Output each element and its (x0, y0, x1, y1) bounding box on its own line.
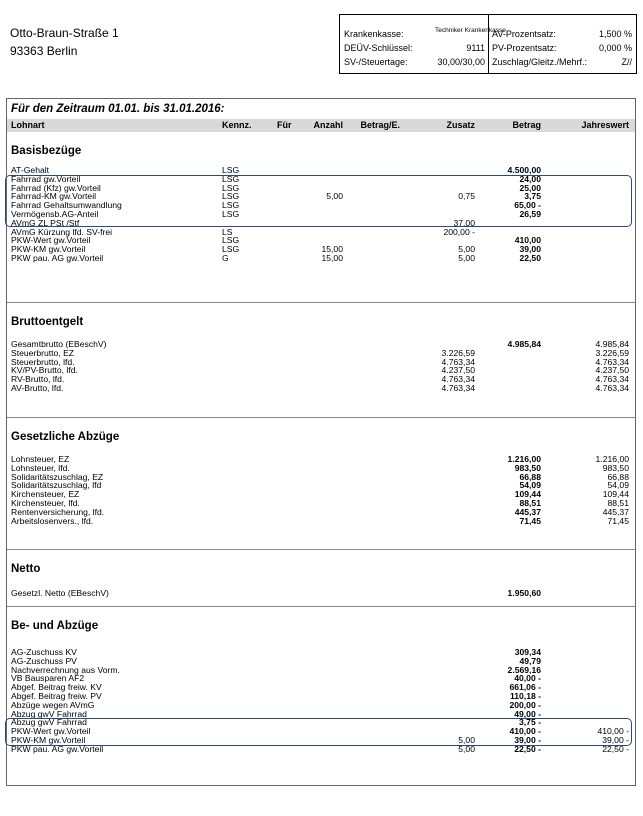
jahreswert-cell: 4.763,34 (595, 374, 629, 385)
betrag-cell: 4.500,00 (507, 165, 541, 175)
zusatz-cell: 0,75 (458, 191, 475, 202)
col-betrag-e: Betrag/E. (360, 120, 400, 130)
kennz-cell: LS (222, 226, 233, 237)
header-row (340, 41, 636, 55)
lohnart-cell: Steuerbrutto, EZ (11, 347, 75, 358)
header-value: 30,00/30,00 (437, 57, 485, 67)
column-header (7, 119, 635, 132)
table-row (7, 340, 635, 349)
lohnart-cell: Abzug gwV Fahrrad (11, 708, 87, 719)
zusatz-cell: 4.237,50 (441, 365, 475, 376)
betrag-cell: 88,51 (519, 498, 541, 508)
anzahl-cell: 15,00 (321, 244, 343, 255)
jahreswert-cell: 1.216,00 (595, 454, 629, 464)
betrag-cell: 2.569,16 (507, 664, 541, 675)
betrag-cell: 983,50 (514, 462, 541, 473)
lohnart-cell: Nachverrechnung aus Vorm. (11, 664, 120, 675)
highlight-fahrrad-abzuege (5, 718, 632, 746)
lohnart-cell: Fahrrad-KM gw.Vorteil (11, 191, 97, 202)
lohnart-cell: Fahrrad (Kfz) gw.Vorteil (11, 182, 101, 193)
kennz-cell: LSG (222, 173, 240, 184)
zusatz-cell: 4.763,34 (441, 383, 475, 393)
jahreswert-cell: 4.985,84 (595, 339, 629, 349)
zusatz-cell: 4.763,34 (441, 356, 475, 367)
section-title: Be- und Abzüge (11, 620, 99, 632)
jahreswert-cell: 4.237,50 (595, 365, 629, 376)
col-anzahl: Anzahl (313, 120, 343, 130)
zusatz-cell: 200,00 - (443, 226, 475, 237)
table-row (7, 375, 635, 384)
period-title: Für den Zeitraum 01.01. bis 31.01.2016: (11, 103, 225, 115)
betrag-cell: 26,59 (519, 209, 541, 219)
lohnart-cell: Gesetzl. Netto (EBeschV) (11, 588, 109, 598)
lohnart-cell: Abgef. Beitrag freiw. PV (11, 691, 102, 701)
betrag-cell: 71,45 (519, 515, 541, 526)
address-street: Otto-Braun-Straße 1 (10, 26, 119, 40)
betrag-cell: 22,50 (519, 253, 541, 263)
betrag-cell: 66,88 (519, 471, 541, 482)
col-jahreswert: Jahreswert (581, 120, 629, 130)
betrag-cell: 410,00 - (509, 726, 541, 737)
header-row (340, 27, 636, 41)
lohnart-cell: Abzüge wegen AVmG (11, 699, 95, 710)
betrag-cell: 40,00 - (514, 673, 541, 684)
betrag-cell: 110,18 - (509, 691, 541, 701)
jahreswert-cell: 109,44 (602, 489, 629, 500)
jahreswert-cell: 3.226,59 (595, 347, 629, 358)
betrag-cell: 39,00 (519, 244, 541, 255)
anzahl-cell: 15,00 (321, 253, 343, 263)
section-title: Basisbezüge (11, 145, 82, 157)
col-lohnart: Lohnart (11, 120, 45, 130)
jahreswert-cell: 983,50 (602, 462, 629, 473)
betrag-cell: 3,75 - (519, 717, 541, 728)
lohnart-cell: AG-Zuschuss PV (11, 655, 77, 666)
section-title: Netto (11, 563, 41, 575)
betrag-cell: 200,00 - (509, 699, 541, 710)
lohnart-cell: Fahrrad Gehaltsumwandlung (11, 200, 122, 211)
table-row (7, 366, 635, 375)
header-label: SV-/Steuertage: (344, 57, 408, 67)
header-info-box (339, 14, 637, 74)
lohnart-cell: AVmG ZL PSt /Stf (11, 217, 80, 228)
betrag-cell: 24,00 (519, 173, 541, 184)
jahreswert-cell: 4.763,34 (595, 356, 629, 367)
jahreswert-cell: 22,50 - (602, 743, 629, 754)
section-title: Gesetzliche Abzüge (11, 431, 120, 443)
betrag-cell: 4.985,84 (507, 339, 541, 349)
lohnart-cell: PKW pau. AG gw.Vorteil (11, 253, 104, 263)
betrag-cell: 1.950,60 (507, 588, 541, 598)
lohnart-cell: PKW-KM gw.Vorteil (11, 244, 86, 255)
address-city: 93363 Berlin (10, 44, 78, 58)
zusatz-cell: 5,00 (458, 743, 475, 754)
betrag-cell: 661,06 - (509, 682, 541, 693)
betrag-cell: 39,00 - (514, 735, 541, 745)
betrag-cell: 410,00 (514, 235, 541, 246)
zusatz-cell: 4.763,34 (441, 374, 475, 385)
betrag-cell: 1.216,00 (507, 454, 541, 464)
betrag-cell: 49,79 (519, 655, 541, 666)
lohnart-cell: KV/PV-Brutto, lfd. (11, 365, 78, 376)
col-fuer: Für (277, 120, 292, 130)
lohnart-cell: PKW pau. AG gw.Vorteil (11, 743, 104, 754)
betrag-cell: 49,00 - (514, 708, 541, 719)
anzahl-cell: 5,00 (326, 191, 343, 202)
betrag-cell: 54,09 (519, 480, 541, 491)
header-label: DEÜV-Schlüssel: (344, 43, 413, 53)
table-row (7, 384, 635, 393)
col-zusatz: Zusatz (446, 120, 475, 130)
lohnart-cell: AT-Gehalt (11, 165, 50, 175)
kennz-cell: LSG (222, 165, 240, 175)
lohnart-cell: Lohnsteuer, EZ (11, 454, 70, 464)
header-label: AV-Prozentsatz: (492, 29, 556, 39)
header-row (340, 55, 636, 69)
table-row (7, 254, 635, 263)
lohnart-cell: RV-Brutto, lfd. (11, 374, 65, 385)
table-row (7, 745, 635, 754)
header-label: Zuschlag/Gleitz./Mehrf.: (492, 57, 588, 67)
betrag-cell: 65,00 - (514, 200, 541, 211)
kennz-cell: LSG (222, 244, 240, 255)
kennz-cell: LSG (222, 235, 240, 246)
lohnart-cell: Steuerbrutto, lfd. (11, 356, 75, 367)
lohnart-cell: Abzug gwV Fahrrad (11, 717, 87, 728)
lohnart-cell: PKW-KM gw.Vorteil (11, 735, 86, 745)
zusatz-cell: 5,00 (458, 244, 475, 255)
table-row (7, 349, 635, 358)
jahreswert-cell: 445,37 (602, 506, 629, 517)
jahreswert-cell: 4.763,34 (595, 383, 629, 393)
lohnart-cell: Rentenversicherung, lfd. (11, 506, 105, 517)
betrag-cell: 445,37 (514, 506, 541, 517)
lohnart-cell: Kirchensteuer, EZ (11, 489, 80, 500)
table-row (7, 589, 635, 598)
betrag-cell: 22,50 - (514, 743, 541, 754)
zusatz-cell: 5,00 (458, 735, 475, 745)
kennz-cell: LSG (222, 191, 240, 202)
lohnart-cell: Arbeitslosenvers., lfd. (11, 515, 94, 526)
zusatz-cell: 37,00 (453, 217, 475, 228)
lohnart-cell: Abgef. Beitrag freiw. KV (11, 682, 102, 693)
lohnart-cell: AV-Brutto, lfd. (11, 383, 64, 393)
lohnart-cell: PKW-Wert gw.Vorteil (11, 235, 91, 246)
col-betrag: Betrag (512, 120, 541, 130)
header-value: 0,000 % (598, 43, 632, 53)
zusatz-cell: 3.226,59 (441, 347, 475, 358)
lohnart-cell: Solidaritätszuschlag, EZ (11, 471, 104, 482)
betrag-cell: 25,00 (519, 182, 541, 193)
section-divider (7, 302, 635, 303)
header-value: Techniker Krankenkasse (435, 27, 506, 34)
lohnart-cell: AG-Zuschuss KV (11, 647, 77, 657)
lohnart-cell: VB Bausparen AF2 (11, 673, 85, 684)
jahreswert-cell: 71,45 (607, 515, 629, 526)
section-divider (7, 549, 635, 550)
kennz-cell: LSG (222, 209, 240, 219)
kennz-cell: LSG (222, 200, 240, 211)
section-divider (7, 417, 635, 418)
kennz-cell: G (222, 253, 229, 263)
lohnart-cell: PKW-Wert gw.Vorteil (11, 726, 91, 737)
lohnart-cell: Gesamtbrutto (EBeschV) (11, 339, 107, 349)
header-value: 9111 (466, 43, 485, 53)
header-label: Krankenkasse: (344, 29, 404, 39)
header-value: 1,500 % (598, 29, 632, 39)
betrag-cell: 309,34 (514, 647, 541, 657)
section-title: Bruttoentgelt (11, 316, 84, 328)
jahreswert-cell: 410,00 - (597, 726, 629, 737)
jahreswert-cell: 54,09 (607, 480, 629, 491)
col-kennz: Kennz. (222, 120, 252, 130)
header-label: PV-Prozentsatz: (492, 43, 557, 53)
lohnart-cell: AVmG Kürzung lfd. SV-frei (11, 226, 113, 237)
highlight-fahrrad-bezuege (5, 175, 632, 227)
kennz-cell: LSG (222, 182, 240, 193)
zusatz-cell: 5,00 (458, 253, 475, 263)
jahreswert-cell: 66,88 (607, 471, 629, 482)
betrag-cell: 109,44 (514, 489, 541, 500)
table-row (7, 358, 635, 367)
lohnart-cell: Solidaritätszuschlag, lfd (11, 480, 102, 491)
lohnart-cell: Kirchensteuer, lfd. (11, 498, 80, 508)
lohnart-cell: Lohnsteuer, lfd. (11, 462, 70, 473)
jahreswert-cell: 39,00 - (602, 735, 629, 745)
header-value: Z// (621, 57, 632, 67)
lohnart-cell: Fahrrad gw.Vorteil (11, 173, 81, 184)
jahreswert-cell: 88,51 (607, 498, 629, 508)
section-divider (7, 606, 635, 607)
lohnart-cell: Vermögensb.AG-Anteil (11, 209, 99, 219)
table-row (7, 517, 635, 526)
betrag-cell: 3,75 (524, 191, 541, 202)
